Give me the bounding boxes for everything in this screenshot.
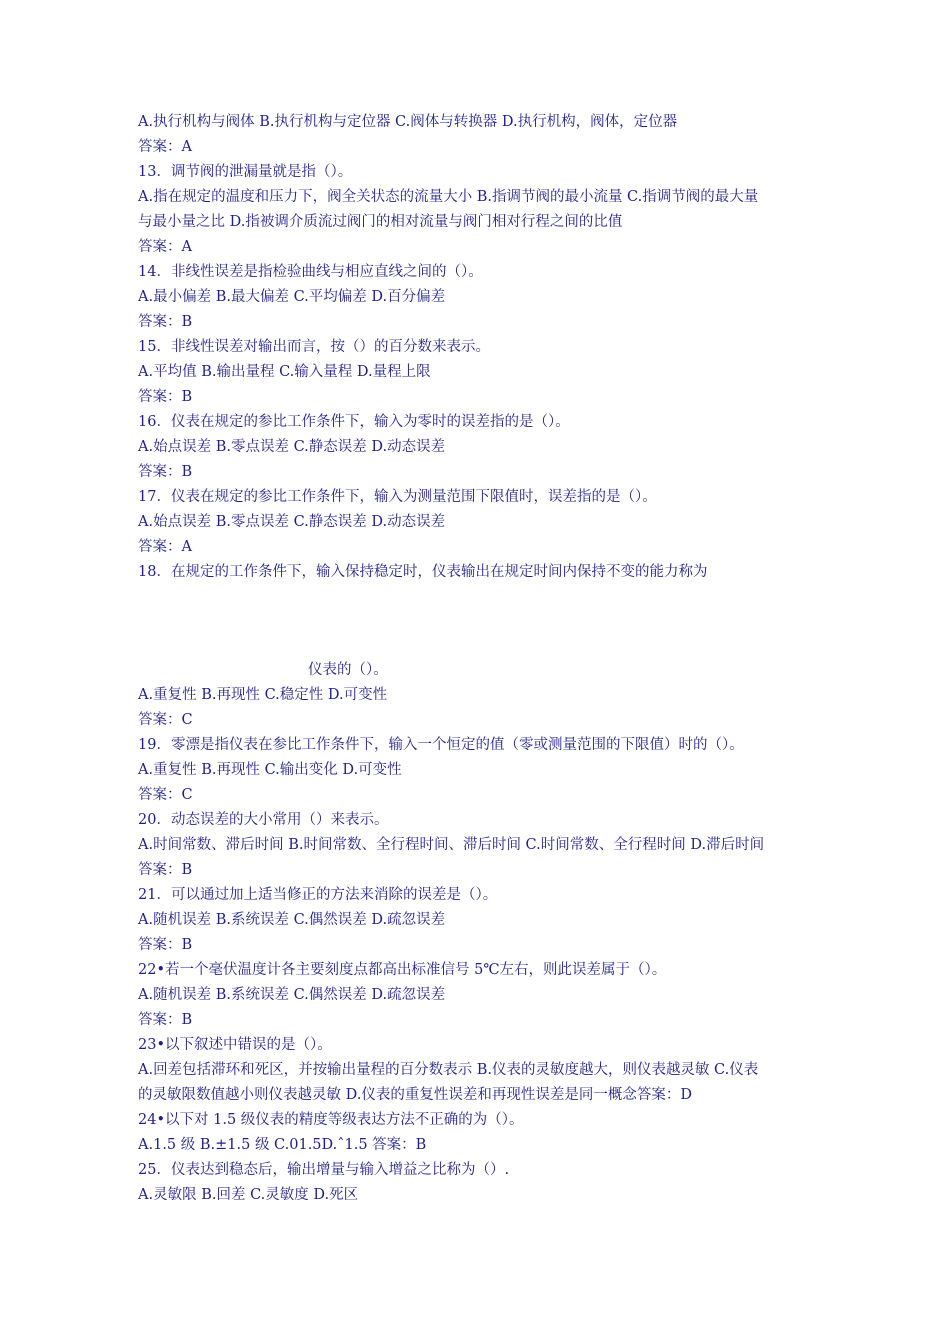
text-line: 答案：B: [138, 389, 193, 405]
text-line: A.始点误差 B.零点误差 C.静态误差 D.动态误差: [138, 514, 446, 530]
text-line: 17．仪表在规定的参比工作条件下，输入为测量范围下限值时，误差指的是（）。: [138, 489, 657, 505]
text-block-continued: [138, 658, 810, 683]
text-line: 22•若一个毫伏温度计各主要刻度点都高出标准信号 5℃左右，则此误差属于（）。: [138, 962, 667, 978]
text-block-top: [138, 110, 810, 585]
text-line: 24•以下对 1.5 级仪表的精度等级表达方法不正确的为（）。: [138, 1112, 524, 1128]
text-line: 答案：A: [138, 539, 192, 555]
text-line: 答案：B: [138, 314, 193, 330]
text-line: 答案：B: [138, 1012, 193, 1028]
text-line: A.1.5 级 B.±1.5 级 C.01.5D.ˆ1.5 答案：B: [138, 1137, 427, 1153]
text-line: 答案：A: [138, 139, 192, 155]
text-line: A.灵敏限 B.回差 C.灵敏度 D.死区: [138, 1187, 359, 1203]
text-line: A.始点误差 B.零点误差 C.静态误差 D.动态误差: [138, 439, 446, 455]
text-line: 14．非线性误差是指检验曲线与相应直线之间的（）。: [138, 264, 483, 280]
text-line: A.随机误差 B.系统误差 C.偶然误差 D.疏忽误差: [138, 987, 446, 1003]
text-line: 18．在规定的工作条件下，输入保持稳定时，仪表输出在规定时间内保持不变的能力称为: [138, 564, 708, 580]
text-line: A.最小偏差 B.最大偏差 C.平均偏差 D.百分偏差: [138, 289, 446, 305]
text-line: 的灵敏限数值越小则仪表越灵敏 D.仪表的重复性误差和再现性误差是同一概念答案：D: [138, 1087, 692, 1103]
text-line: 答案：B: [138, 464, 193, 480]
text-line: 答案：B: [138, 862, 193, 878]
text-line: 13．调节阀的泄漏量就是指（）。: [138, 164, 353, 180]
question-18-continuation: 仪表的（）。: [308, 662, 388, 678]
text-line: 答案：B: [138, 937, 193, 953]
text-line: A.平均值 B.输出量程 C.输入量程 D.量程上限: [138, 364, 431, 380]
text-line: 与最小量之比 D.指被调介质流过阀门的相对流量与阀门相对行程之间的比值: [138, 214, 623, 230]
text-line: 25．仪表达到稳态后，输出增量与输入增益之比称为（）.: [138, 1162, 510, 1178]
text-line: A.回差包括滞环和死区，并按输出量程的百分数表示 B.仪表的灵敏度越大，则仪表越灵敏 C.仪表: [138, 1062, 759, 1078]
text-line: 16．仪表在规定的参比工作条件下，输入为零时的误差指的是（）。: [138, 414, 570, 430]
text-line: 20．动态误差的大小常用（）来表示。: [138, 812, 389, 828]
text-line: 答案：A: [138, 239, 192, 255]
text-line: 21．可以通过加上适当修正的方法来消除的误差是（）。: [138, 887, 498, 903]
text-line: A.时间常数、滞后时间 B.时间常数、全行程时间、滞后时间 C.时间常数、全行程时间 D.滞后时间: [138, 837, 765, 853]
text-block-bottom: [138, 683, 810, 1208]
text-line: A.重复性 B.再现性 C.输出变化 D.可变性: [138, 762, 402, 778]
text-line: A.执行机构与阀体 B.执行机构与定位器 C.阀体与转换器 D.执行机构，阀体，定位器: [138, 114, 678, 130]
text-line: A.重复性 B.再现性 C.稳定性 D.可变性: [138, 687, 388, 703]
text-line: 15．非线性误差对输出而言，按（）的百分数来表示。: [138, 339, 490, 355]
text-line: 答案：C: [138, 787, 193, 803]
text-line: 答案：C: [138, 712, 193, 728]
text-line: 19．零漂是指仪表在参比工作条件下，输入一个恒定的值（零或测量范围的下限值）时的（）。: [138, 737, 744, 753]
text-line: A.指在规定的温度和压力下，阀全关状态的流量大小 B.指调节阀的最小流量 C.指调节阀的最大量: [138, 189, 759, 205]
text-line: A.随机误差 B.系统误差 C.偶然误差 D.疏忽误差: [138, 912, 446, 928]
text-line: 23•以下叙述中错误的是（）。: [138, 1037, 332, 1053]
